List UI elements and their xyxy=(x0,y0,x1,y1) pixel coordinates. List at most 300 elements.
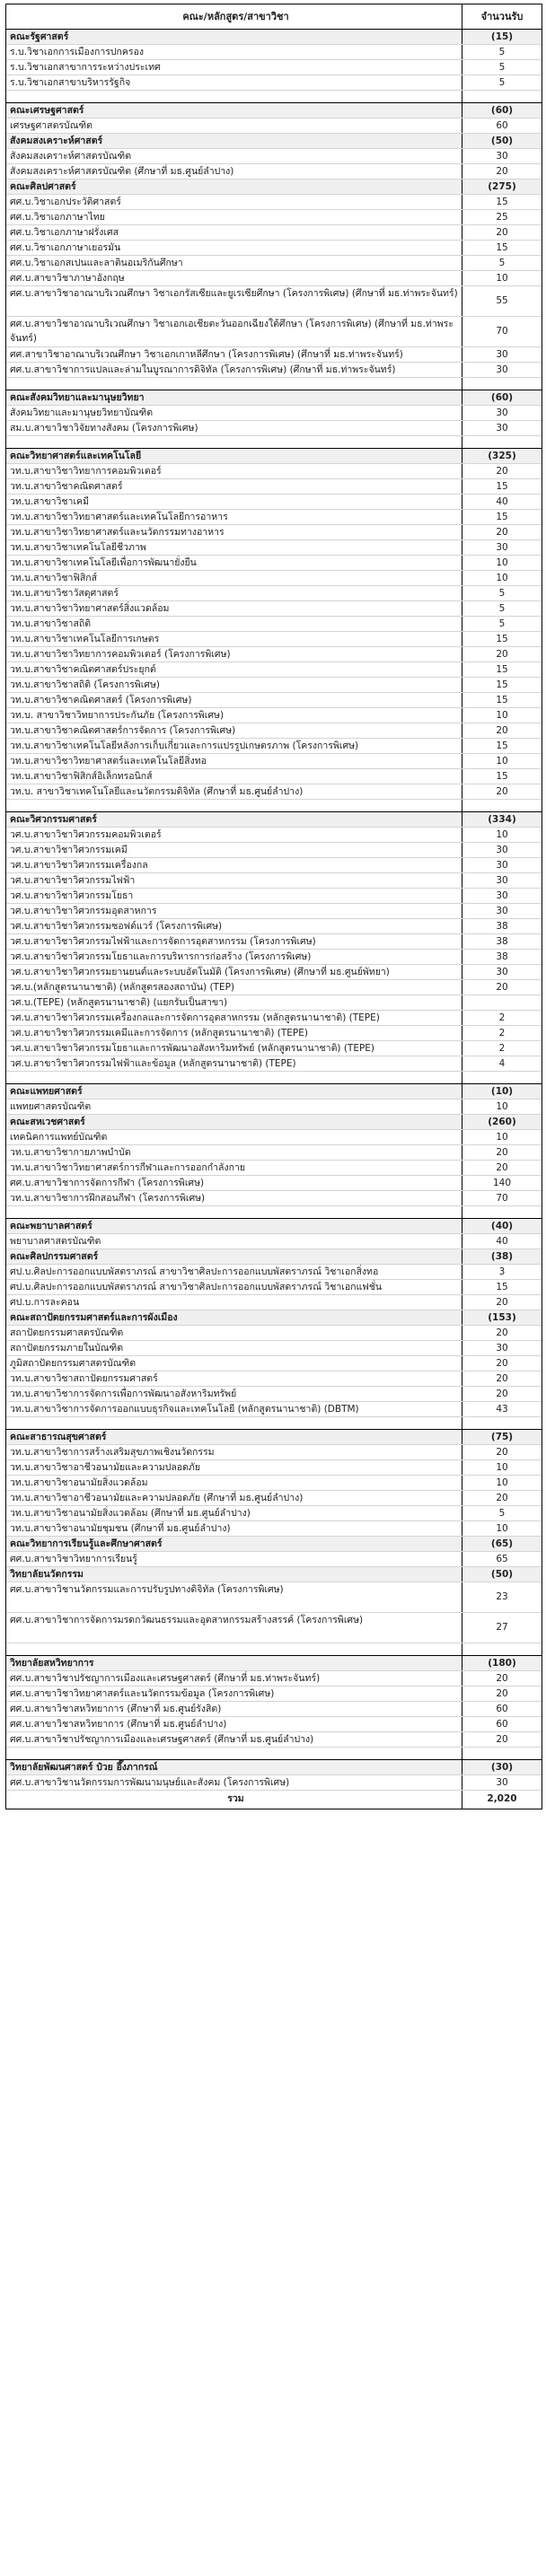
program-name: ศศ.บ.สาขาวิชาการแปลและล่ามในบูรณาการดิจิทัล (โครงการพิเศษ) (ศึกษาที่ มธ.ท่าพระจันทร์) xyxy=(6,363,462,377)
quota-count: 60 xyxy=(496,120,508,131)
quota-count: 10 xyxy=(496,756,508,767)
program-row xyxy=(6,1191,542,1206)
program-row xyxy=(6,347,542,363)
program-name: ร.บ.วิชาเอกสาขาบริหารรัฐกิจ xyxy=(6,75,462,90)
faculty-total: (75) xyxy=(490,1432,514,1442)
program-name: วท.บ.สาขาวิชาการจัดการเพื่อการพัฒนาอสังหาริมทรัพย์ xyxy=(6,1387,462,1401)
faculty-row xyxy=(6,30,542,45)
program-row xyxy=(6,464,542,479)
faculty-row xyxy=(6,1115,542,1130)
quota-count xyxy=(462,1748,542,1759)
quota-count: 20 xyxy=(496,1327,508,1338)
program-row xyxy=(6,1011,542,1026)
program-name: วศ.บ.สาขาวิชาวิศวกรรมคอมพิวเตอร์ xyxy=(6,828,462,842)
faculty-total: (40) xyxy=(490,1221,514,1231)
program-name: ศศ.สาขาวิชาอาณาบริเวณศึกษา วิชาเอกเกาหลีศึกษา (โครงการพิเศษ) (ศึกษาที่ มธ.ท่าพระจันทร์) xyxy=(6,347,462,362)
quota-count: 10 xyxy=(496,1101,508,1112)
program-row xyxy=(6,525,542,540)
program-name: วท.บ.สาขาวิชาการฝึกสอนกีฬา (โครงการพิเศษ) xyxy=(6,1191,462,1205)
program-name: ศศ.บ.วิชาเอกภาษาไทย xyxy=(6,210,462,224)
quota-count: 4 xyxy=(498,1058,506,1069)
quota-count: 15 xyxy=(496,679,508,690)
program-name: ศศ.บ.สาขาวิชาสหวิทยาการ (ศึกษาที่ มธ.ศูนย์รังสิต) xyxy=(6,1702,462,1716)
program-row xyxy=(6,1041,542,1056)
faculty-row xyxy=(6,390,542,406)
program-name: วท.บ.สาขาวิชาฟิสิกส์อิเล็กทรอนิกส์ xyxy=(6,769,462,784)
quota-count: 10 xyxy=(496,710,508,721)
quota-count: 20 xyxy=(496,786,508,797)
quota-count: 2 xyxy=(498,1028,506,1038)
program-name: วท.บ.สาขาวิชาสถิติ (โครงการพิเศษ) xyxy=(6,678,462,692)
program-name: วท.บ.สาขาวิชาเทคโนโลยีหลังการเก็บเกี่ยวและการแปรรูปเกษตรภาพ (โครงการพิเศษ) xyxy=(6,739,462,753)
program-name: วศ.บ.สาขาวิชาวิศวกรรมซอฟต์แวร์ (โครงการพิเศษ) xyxy=(6,919,462,933)
program-name: วท.บ.สาขาวิชาวิทยาศาสตร์และเทคโนโลยีการอาหาร xyxy=(6,510,462,524)
faculty-total: (153) xyxy=(488,1312,516,1323)
program-name: สังคมสงเคราะห์ศาสตรบัณฑิต (ศึกษาที่ มธ.ศูนย์ลำปาง) xyxy=(6,164,462,179)
program-row xyxy=(6,1234,542,1249)
program-row xyxy=(6,632,542,647)
quota-count: 10 xyxy=(496,1523,508,1534)
program-name: วท.บ.สาขาวิชาสถาปัตยกรรมศาสตร์ xyxy=(6,1371,462,1386)
quota-count: 5 xyxy=(498,258,506,268)
quota-count: 15 xyxy=(496,197,508,207)
quota-count xyxy=(462,800,542,811)
program-row xyxy=(6,1613,542,1643)
program-row xyxy=(6,769,542,784)
faculty-row xyxy=(6,1249,542,1265)
program-row xyxy=(6,934,542,950)
quota-count: 60 xyxy=(496,1719,508,1730)
quota-count: 10 xyxy=(496,273,508,284)
program-row xyxy=(6,241,542,256)
quota-count: 2 xyxy=(498,1043,506,1054)
faculty-name: คณะวิทยาการเรียนรู้และศึกษาศาสตร์ xyxy=(6,1537,462,1551)
quota-count: 15 xyxy=(496,481,508,492)
program-row xyxy=(6,271,542,286)
quota-count: 20 xyxy=(496,725,508,736)
faculty-row xyxy=(6,103,542,118)
program-name: เทคนิคการแพทย์บัณฑิต xyxy=(6,1130,462,1144)
spacer-row xyxy=(6,1748,542,1760)
program-name: ศศ.บ.วิชาเอกภาษาเยอรมัน xyxy=(6,241,462,255)
program-row xyxy=(6,1056,542,1072)
program-name: ศศ.บ.สาขาวิชาอาณาบริเวณศึกษา วิชาเอกเอเชียตะวันออกเฉียงใต้ศึกษา (โครงการพิเศษ) (ศึกษาที่ มธ.ท่าพระจันทร์) xyxy=(6,317,462,346)
program-name xyxy=(6,436,462,448)
quota-count: 30 xyxy=(496,151,508,162)
program-row xyxy=(6,950,542,965)
quota-count: 30 xyxy=(496,349,508,360)
faculty-total: (50) xyxy=(490,1569,514,1580)
quota-count: 20 xyxy=(496,227,508,238)
program-row xyxy=(6,363,542,378)
program-name xyxy=(6,91,462,102)
quota-count: 27 xyxy=(496,1622,508,1633)
quota-count: 15 xyxy=(496,1282,508,1292)
faculty-total: (334) xyxy=(488,814,516,825)
quota-count: 30 xyxy=(496,1343,508,1354)
program-row xyxy=(6,1341,542,1356)
spacer-row xyxy=(6,1072,542,1084)
total-row xyxy=(6,1791,542,1809)
program-row xyxy=(6,1161,542,1176)
faculty-row xyxy=(6,1310,542,1326)
faculty-name: คณะสังคมวิทยาและมานุษยวิทยา xyxy=(6,390,462,405)
quota-count: 65 xyxy=(496,1554,508,1564)
quota-count: 10 xyxy=(496,1477,508,1488)
program-name: ศป.บ.การละคอน xyxy=(6,1295,462,1310)
program-name: ศศ.บ.สาขาวิชานวัตกรรมและการปรับรูปทางดิจิทัล (โครงการพิเศษ) xyxy=(6,1582,462,1612)
program-name: วศ.บ.สาขาวิชาวิศวกรรมไฟฟ้าและข้อมูล (หลักสูตรนานาชาติ) (TEPE) xyxy=(6,1056,462,1071)
quota-count: 30 xyxy=(496,1777,508,1788)
quota-count xyxy=(462,1206,542,1218)
table-body xyxy=(6,30,542,1809)
program-row xyxy=(6,784,542,800)
faculty-total: (30) xyxy=(490,1762,514,1773)
program-row xyxy=(6,149,542,164)
faculty-total: (50) xyxy=(490,136,514,146)
program-name: วท.บ.สาขาวิชาเทคโนโลยีชีวภาพ xyxy=(6,540,462,555)
faculty-row xyxy=(6,134,542,149)
faculty-name: คณะรัฐศาสตร์ xyxy=(6,30,462,44)
program-row xyxy=(6,678,542,693)
quota-count: 15 xyxy=(496,512,508,522)
quota-count: 40 xyxy=(496,496,508,507)
faculty-row xyxy=(6,1760,542,1775)
quota-count: 15 xyxy=(496,771,508,782)
program-row xyxy=(6,617,542,632)
program-row xyxy=(6,1356,542,1371)
faculty-name: คณะวิศวกรรมศาสตร์ xyxy=(6,812,462,827)
faculty-name: คณะศิลปกรรมศาสตร์ xyxy=(6,1249,462,1264)
quota-count: 20 xyxy=(496,466,508,477)
program-row xyxy=(6,919,542,934)
program-name: วศ.บ.สาขาวิชาวิศวกรรมไฟฟ้า xyxy=(6,873,462,888)
quota-count: 20 xyxy=(496,649,508,660)
program-row xyxy=(6,723,542,739)
faculty-name: คณะสถาปัตยกรรมศาสตร์และการผังเมือง xyxy=(6,1310,462,1325)
program-name: วท.บ.สาขาวิชาอนามัยชุมชน (ศึกษาที่ มธ.ศูนย์ลำปาง) xyxy=(6,1521,462,1536)
program-name: วศ.บ.สาขาวิชาวิศวกรรมโยธาและการบริหารการก่อสร้าง (โครงการพิเศษ) xyxy=(6,950,462,964)
program-row xyxy=(6,60,542,75)
program-row xyxy=(6,1687,542,1702)
program-name: วท.บ.สาขาวิชาการจัดการออกแบบธุรกิจและเทคโนโลยี (หลักสูตรนานาชาติ) (DBTM) xyxy=(6,1402,462,1416)
program-row xyxy=(6,225,542,241)
program-row xyxy=(6,195,542,210)
quota-count: 10 xyxy=(496,1462,508,1473)
program-name: วท.บ.สาขาวิชาวิทยาการคอมพิวเตอร์ xyxy=(6,464,462,478)
quota-count: 20 xyxy=(496,1734,508,1745)
quota-count: 140 xyxy=(492,1178,512,1188)
quota-count xyxy=(462,995,542,1010)
quota-count: 30 xyxy=(496,906,508,916)
program-name: ศศ.บ.สาขาวิชาภาษาอังกฤษ xyxy=(6,271,462,285)
program-name: วศ.บ.(หลักสูตรนานาชาติ) (หลักสูตรสองสถาบัน) (TEP) xyxy=(6,980,462,994)
quota-count: 20 xyxy=(496,1688,508,1699)
quota-count: 5 xyxy=(498,77,506,88)
program-name: วท.บ. สาขาวิชาวิทยาการประกันภัย (โครงการพิเศษ) xyxy=(6,708,462,723)
faculty-name: สังคมสงเคราะห์ศาสตร์ xyxy=(6,134,462,148)
program-row xyxy=(6,873,542,889)
faculty-row xyxy=(6,812,542,828)
faculty-row xyxy=(6,449,542,464)
quota-count: 20 xyxy=(496,1297,508,1308)
program-name: สังคมสงเคราะห์ศาสตรบัณฑิต xyxy=(6,149,462,163)
program-row xyxy=(6,164,542,180)
program-row xyxy=(6,479,542,495)
program-name: วท.บ.สาขาวิชาวัสดุศาสตร์ xyxy=(6,586,462,600)
quota-count xyxy=(462,1643,542,1655)
faculty-row xyxy=(6,1567,542,1582)
quota-count: 2 xyxy=(498,1012,506,1023)
program-row xyxy=(6,1326,542,1341)
program-row xyxy=(6,1145,542,1161)
faculty-name: วิทยาลัยพัฒนศาสตร์ ป๋วย อึ๊งภากรณ์ xyxy=(6,1760,462,1774)
spacer-row xyxy=(6,436,542,449)
program-name: ศศ.บ.วิชาเอกประวัติศาสตร์ xyxy=(6,195,462,209)
quota-count: 15 xyxy=(496,740,508,751)
program-name: ร.บ.วิชาเอกสาขาการระหว่างประเทศ xyxy=(6,60,462,74)
program-name: ศศ.บ.สาขาวิชาการจัดการมรดกวัฒนธรรมและอุตสาหกรรมสร้างสรรค์ (โครงการพิเศษ) xyxy=(6,1613,462,1643)
quota-count: 15 xyxy=(496,242,508,253)
quota-count: 38 xyxy=(496,951,508,962)
program-row xyxy=(6,256,542,271)
program-name: ศศ.บ.สาขาวิชาการจัดการกีฬา (โครงการพิเศษ) xyxy=(6,1176,462,1190)
program-row xyxy=(6,556,542,571)
program-name: วท.บ.สาขาวิชาคณิตศาสตร์ประยุกต์ xyxy=(6,662,462,677)
program-row xyxy=(6,739,542,754)
quota-count: 40 xyxy=(496,1236,508,1247)
program-name: วท.บ.สาขาวิชาวิทยาศาสตร์และนวัตกรรมทางอาหาร xyxy=(6,525,462,539)
quota-count xyxy=(462,91,542,102)
faculty-total: (60) xyxy=(490,392,514,403)
quota-count: 20 xyxy=(496,1358,508,1369)
program-name: ภูมิสถาปัตยกรรมศาสตรบัณฑิต xyxy=(6,1356,462,1371)
program-name: วท.บ.สาขาวิชาคณิตศาสตร์ xyxy=(6,479,462,494)
faculty-total: (275) xyxy=(488,181,516,192)
faculty-row xyxy=(6,1219,542,1234)
spacer-row xyxy=(6,378,542,390)
program-name: ศศ.บ.สาขาวิชาปรัชญาการเมืองและเศรษฐศาสตร์ (ศึกษาที่ มธ.ศูนย์ลำปาง) xyxy=(6,1732,462,1747)
program-row xyxy=(6,708,542,723)
program-name: วท.บ.สาขาวิชาคณิตศาสตร์ (โครงการพิเศษ) xyxy=(6,693,462,707)
program-row xyxy=(6,662,542,678)
program-name: ศศ.บ.สาขาวิชาวิทยาศาสตร์และนวัตกรรมข้อมูล (โครงการพิเศษ) xyxy=(6,1687,462,1701)
quota-count: 55 xyxy=(496,295,508,306)
faculty-total: (325) xyxy=(488,451,516,461)
program-row xyxy=(6,495,542,510)
program-name: ศศ.บ.สาขาวิชานวัตกรรมการพัฒนามนุษย์และสังคม (โครงการพิเศษ) xyxy=(6,1775,462,1790)
quota-count: 20 xyxy=(496,166,508,177)
program-row xyxy=(6,843,542,858)
faculty-name: คณะวิทยาศาสตร์และเทคโนโลยี xyxy=(6,449,462,463)
program-name: ศศ.บ.วิชาเอกสเปนและลาตินอเมริกันศึกษา xyxy=(6,256,462,270)
program-row xyxy=(6,1026,542,1041)
program-row xyxy=(6,586,542,601)
faculty-total: (260) xyxy=(488,1117,516,1127)
program-row xyxy=(6,1671,542,1687)
quota-count: 25 xyxy=(496,212,508,223)
faculty-row xyxy=(6,180,542,195)
program-name: วท.บ.สาขาวิชากายภาพบำบัด xyxy=(6,1145,462,1160)
quota-count: 20 xyxy=(496,1493,508,1503)
program-row xyxy=(6,858,542,873)
program-row xyxy=(6,421,542,436)
program-name xyxy=(6,1206,462,1218)
program-row xyxy=(6,1460,542,1476)
program-name xyxy=(6,800,462,811)
quota-count: 23 xyxy=(496,1591,508,1602)
faculty-row xyxy=(6,1656,542,1671)
program-name: วศ.บ.สาขาวิชาวิศวกรรมเคมี xyxy=(6,843,462,857)
quota-count: 5 xyxy=(498,62,506,73)
quota-count: 70 xyxy=(496,326,508,337)
program-row xyxy=(6,75,542,91)
quota-count xyxy=(462,1417,542,1429)
program-row xyxy=(6,510,542,525)
program-row xyxy=(6,601,542,617)
faculty-name: วิทยาลัยนวัตกรรม xyxy=(6,1567,462,1582)
program-name xyxy=(6,1643,462,1655)
program-name: วท.บ.สาขาวิชาเทคโนโลยีเพื่อการพัฒนายั่งยืน xyxy=(6,556,462,570)
program-row xyxy=(6,1775,542,1791)
quota-count: 43 xyxy=(496,1404,508,1415)
quota-count: 3 xyxy=(498,1266,506,1277)
program-name: สม.บ.สาขาวิชาวิจัยทางสังคม (โครงการพิเศษ) xyxy=(6,421,462,435)
program-row xyxy=(6,754,542,769)
program-name: วศ.บ.สาขาวิชาวิศวกรรมอุตสาหการ xyxy=(6,904,462,918)
program-row xyxy=(6,693,542,708)
program-row xyxy=(6,904,542,919)
program-name: พยาบาลศาสตรบัณฑิต xyxy=(6,1234,462,1249)
program-name: วท.บ.สาขาวิชาอาชีวอนามัยและความปลอดภัย xyxy=(6,1460,462,1475)
program-row xyxy=(6,1100,542,1115)
program-name: วท.บ.สาขาวิชาอนามัยสิ่งแวดล้อม xyxy=(6,1476,462,1490)
total-label: รวม xyxy=(6,1791,462,1809)
quota-count: 20 xyxy=(496,982,508,993)
quota-count: 5 xyxy=(498,47,506,57)
faculty-name: คณะสาธารณสุขศาสตร์ xyxy=(6,1430,462,1444)
faculty-row xyxy=(6,1537,542,1552)
quota-count: 5 xyxy=(498,588,506,599)
faculty-name: คณะพยาบาลศาสตร์ xyxy=(6,1219,462,1233)
program-name: วศ.บ.สาขาวิชาวิศวกรรมโยธาและการพัฒนาอสังหาริมทรัพย์ (หลักสูตรนานาชาติ) (TEPE) xyxy=(6,1041,462,1056)
program-row xyxy=(6,1552,542,1567)
program-name: วท.บ.สาขาวิชาอนามัยสิ่งแวดล้อม (ศึกษาที่ มธ.ศูนย์ลำปาง) xyxy=(6,1506,462,1520)
program-name: วท.บ.สาขาวิชาการสร้างเสริมสุขภาพเชิงนวัตกรรม xyxy=(6,1445,462,1459)
faculty-name: คณะเศรษฐศาสตร์ xyxy=(6,103,462,118)
spacer-row xyxy=(6,1417,542,1430)
program-name: วท.บ.สาขาวิชาเคมี xyxy=(6,495,462,509)
program-row xyxy=(6,1295,542,1310)
program-row xyxy=(6,1176,542,1191)
program-name: วศ.บ.(TEPE) (หลักสูตรนานาชาติ) (แยกรับเป็นสาขา) xyxy=(6,995,462,1010)
program-row xyxy=(6,571,542,586)
program-row xyxy=(6,1402,542,1417)
quota-count: 20 xyxy=(496,1162,508,1173)
header-count-column: จำนวนรับ xyxy=(480,11,524,22)
program-row xyxy=(6,1702,542,1717)
quota-count: 20 xyxy=(496,1147,508,1158)
faculty-row xyxy=(6,1084,542,1100)
program-row xyxy=(6,647,542,662)
quota-count: 5 xyxy=(498,618,506,629)
program-row xyxy=(6,210,542,225)
program-name: วศ.บ.สาขาวิชาวิศวกรรมไฟฟ้าและการจัดการอุตสาหกรรม (โครงการพิเศษ) xyxy=(6,934,462,949)
quota-count: 60 xyxy=(496,1704,508,1714)
quota-count: 30 xyxy=(496,967,508,977)
program-name: แพทยศาสตรบัณฑิต xyxy=(6,1100,462,1114)
program-name: วท.บ.สาขาวิชาอาชีวอนามัยและความปลอดภัย (ศึกษาที่ มธ.ศูนย์ลำปาง) xyxy=(6,1491,462,1505)
program-row xyxy=(6,1521,542,1537)
program-row xyxy=(6,540,542,556)
program-row xyxy=(6,828,542,843)
program-row xyxy=(6,286,542,317)
program-row xyxy=(6,1265,542,1280)
grand-total: 2,020 xyxy=(487,1793,517,1804)
program-name xyxy=(6,378,462,390)
quota-count: 10 xyxy=(496,557,508,568)
program-row xyxy=(6,406,542,421)
spacer-row xyxy=(6,800,542,812)
program-name: ศศ.บ.สาขาวิชาวิทยาการเรียนรู้ xyxy=(6,1552,462,1566)
faculty-total: (10) xyxy=(490,1086,514,1097)
program-row xyxy=(6,889,542,904)
program-row xyxy=(6,1717,542,1732)
program-name: ศศ.บ.สาขาวิชาสหวิทยาการ (ศึกษาที่ มธ.ศูนย์ลำปาง) xyxy=(6,1717,462,1731)
program-name: วท.บ.สาขาวิชาฟิสิกส์ xyxy=(6,571,462,585)
quota-count: 30 xyxy=(496,890,508,901)
table-header-row xyxy=(6,4,542,30)
admission-quota-table xyxy=(5,4,542,1809)
quota-count: 30 xyxy=(496,423,508,434)
program-row xyxy=(6,980,542,995)
quota-count xyxy=(462,1072,542,1083)
faculty-row xyxy=(6,1430,542,1445)
program-row xyxy=(6,1280,542,1295)
quota-count: 20 xyxy=(496,527,508,538)
program-name: วท.บ.สาขาวิชาคณิตศาสตร์การจัดการ (โครงการพิเศษ) xyxy=(6,723,462,738)
quota-count: 20 xyxy=(496,1673,508,1684)
program-name: วศ.บ.สาขาวิชาวิศวกรรมเครื่องกล xyxy=(6,858,462,872)
quota-count xyxy=(462,378,542,390)
program-name: วท.บ.สาขาวิชาวิทยาศาสตร์การกีฬาและการออกกำลังกาย xyxy=(6,1161,462,1175)
program-name: วศ.บ.สาขาวิชาวิศวกรรมยานยนต์และระบบอัตโนมัติ (โครงการพิเศษ) (ศึกษาที่ มธ.ศูนย์พัทยา) xyxy=(6,965,462,979)
program-row xyxy=(6,1445,542,1460)
program-name: วท.บ.สาขาวิชาสถิติ xyxy=(6,617,462,631)
program-name: ศศ.บ.สาขาวิชาปรัชญาการเมืองและเศรษฐศาสตร์ (ศึกษาที่ มธ.ท่าพระจันทร์) xyxy=(6,1671,462,1686)
program-row xyxy=(6,45,542,60)
program-row xyxy=(6,317,542,347)
program-name: ศป.บ.ศิลปะการออกแบบพัสตราภรณ์ สาขาวิชาศิลปะการออกแบบพัสตราภรณ์ วิชาเอกแฟชั่น xyxy=(6,1280,462,1294)
program-name: วท.บ.สาขาวิชาวิทยาศาสตร์และเทคโนโลยีสิ่งทอ xyxy=(6,754,462,768)
program-name: สถาปัตยกรรมภายในบัณฑิต xyxy=(6,1341,462,1355)
quota-count: 20 xyxy=(496,1389,508,1399)
faculty-total: (65) xyxy=(490,1538,514,1549)
program-name: สถาปัตยกรรมศาสตรบัณฑิต xyxy=(6,1326,462,1340)
program-name: ศป.บ.ศิลปะการออกแบบพัสตราภรณ์ สาขาวิชาศิลปะการออกแบบพัสตราภรณ์ วิชาเอกสิ่งทอ xyxy=(6,1265,462,1279)
faculty-total: (15) xyxy=(490,31,514,42)
faculty-name: คณะศิลปศาสตร์ xyxy=(6,180,462,194)
faculty-total: (60) xyxy=(490,105,514,116)
spacer-row xyxy=(6,1206,542,1219)
program-name: วศ.บ.สาขาวิชาวิศวกรรมโยธา xyxy=(6,889,462,903)
program-name: ศศ.บ.วิชาเอกภาษาฝรั่งเศส xyxy=(6,225,462,240)
program-row xyxy=(6,1732,542,1748)
quota-count: 38 xyxy=(496,936,508,947)
spacer-row xyxy=(6,91,542,103)
program-name: วท.บ.สาขาวิชาวิทยาศาสตร์สิ่งแวดล้อม xyxy=(6,601,462,616)
program-name: ร.บ.วิชาเอกการเมืองการปกครอง xyxy=(6,45,462,59)
